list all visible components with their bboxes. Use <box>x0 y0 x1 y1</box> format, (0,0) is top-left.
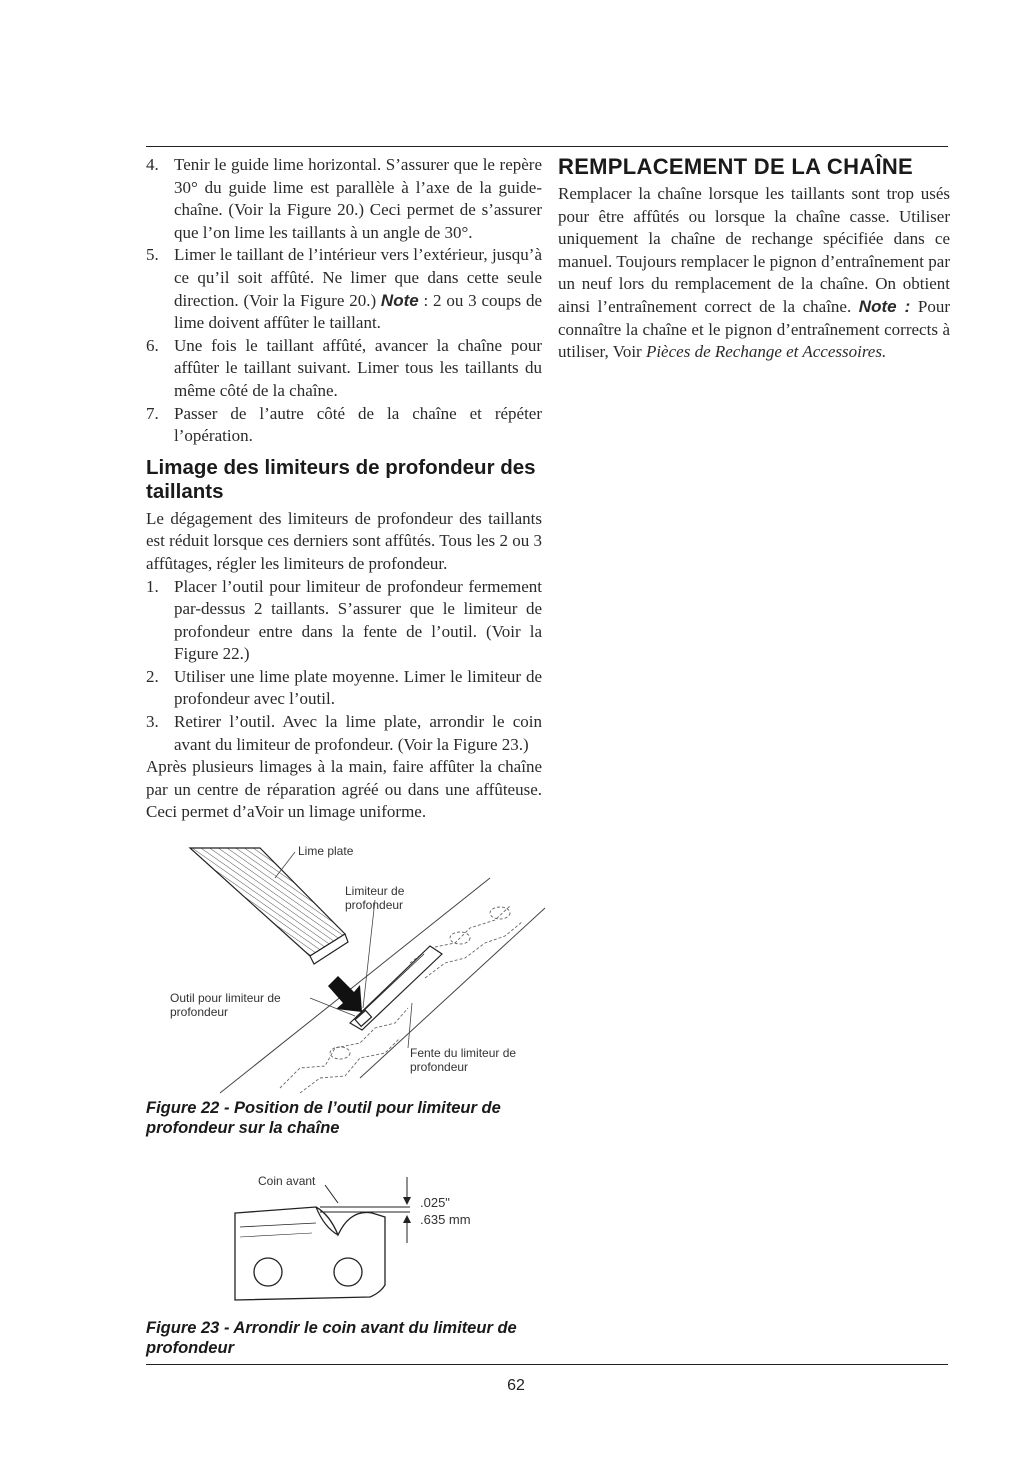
step-number: 1. <box>146 576 159 596</box>
note-text: : 2 ou 3 coups de lime doivent affûter le taillant. <box>174 290 542 333</box>
step-number: 5. <box>146 245 159 265</box>
flat-file <box>190 848 348 964</box>
depth-gauge-heading: Limage des limiteurs de profondeur des taillants <box>146 455 536 503</box>
step-number: 3. <box>146 712 159 732</box>
step-text: Une fois le taillant affûté, avancer la chaîne pour affûter le taillant suivant. Limer tous les taillants du même côté de la chaîne. <box>174 335 542 400</box>
figure-23-caption: Figure 23 - Arrondir le coin avant du limiteur de profondeur <box>146 1319 517 1357</box>
step-text: Tenir le guide lime horizontal. S’assurer que le repère 30° du guide lime est parallèle à l’axe de la guide-chaîne. (Voir la Figure 20.) Ceci permet de s’assurer que l’on lime les taillants à un angle de 30°. <box>174 155 542 242</box>
label-mm: .635 mm <box>420 1212 471 1227</box>
label-tool-box <box>170 991 310 1027</box>
step-3 <box>146 711 542 756</box>
left-column <box>146 154 542 824</box>
rivet-hole-left <box>254 1258 282 1286</box>
cutter-outline <box>235 1207 385 1300</box>
after-paragraph: Après plusieurs limages à la main, faire affûter la chaîne par un centre de réparation agréé ou dans une affûteuse. Ceci permet d’aVoir un limage uniforme. <box>146 757 542 822</box>
step-4 <box>146 154 542 244</box>
step-text: Passer de l’autre côté de la chaîne et répéter l’opération. <box>174 403 542 446</box>
step-text: Placer l’outil pour limiteur de profondeur fermement par-dessus 2 taillants. S’assurer que le limiteur de profondeur entre dans la fente de l’outil. (Voir la Figure 22.) <box>174 576 542 664</box>
chain-replacement-heading: REMPLACEMENT DE LA CHAÎNE <box>558 154 914 179</box>
step-number: 7. <box>146 403 159 423</box>
dimension-lines <box>320 1177 410 1243</box>
arrowhead-up-icon <box>403 1215 411 1223</box>
page-number: 62 <box>507 1377 525 1394</box>
step-7 <box>146 403 542 448</box>
label-slot-box <box>410 1046 530 1082</box>
label-tool: Outil pour limiteur de profondeur <box>170 991 281 1019</box>
figure-22-caption: Figure 22 - Position de l’outil pour limiteur de profondeur sur la chaîne <box>146 1099 501 1137</box>
arrowhead-down-icon <box>403 1197 411 1205</box>
depth-gauge-corner <box>316 1207 338 1235</box>
step-text: Utiliser une lime plate moyenne. Limer le limiteur de profondeur avec l’outil. <box>174 666 542 709</box>
step-text: Retirer l’outil. Avec la lime plate, arrondir le coin avant du limiteur de profondeur. (Voir la Figure 23.) <box>174 712 542 754</box>
body-text: Remplacer la chaîne lorsque les taillants sont trop usés pour être affûtés ou lorsque la chaîne casse. Utiliser uniquement la chaîne de rechange spécifiée dans ce manuel. Toujours remplacer le pignon d’entraînement par un neuf lors du remplacement de la chaîne. On obtient ainsi l’entraînement correct de la chaîne. <box>558 184 950 316</box>
label-slot: Fente du limiteur de profondeur <box>410 1046 517 1074</box>
label-inches: .025" <box>420 1195 450 1210</box>
note-label: Note : <box>858 296 911 316</box>
label-depth-gauge: Limiteur de profondeur <box>345 884 405 912</box>
step-1 <box>146 576 542 666</box>
label-front-corner: Coin avant <box>258 1174 316 1188</box>
figure-22-illustration <box>160 838 560 1100</box>
depth-gauge-intro: Le dégagement des limiteurs de profondeur des taillants est réduit lorsque ces derniers sont affûtés. Tous les 2 ou 3 affûtages, régler les limiteurs de profondeur. <box>146 508 542 573</box>
depth-gauge-steps <box>146 576 542 757</box>
figure-23-illustration <box>220 1165 520 1315</box>
top-rule <box>146 146 948 147</box>
note-label: Note <box>380 290 419 310</box>
label-flat-file: Lime plate <box>298 844 354 858</box>
sharpening-steps <box>146 154 542 448</box>
step-text: Limer le taillant de l’intérieur vers l’extérieur, jusqu’à ce qu’il soit affûté. Ne limer que dans cette seule direction. (Voir la Figure 20.) <box>174 245 542 310</box>
step-2 <box>146 666 542 711</box>
rivet-hole-right <box>334 1258 362 1286</box>
step-6 <box>146 335 542 403</box>
step-5 <box>146 244 542 334</box>
label-depth-gauge-box <box>345 884 435 920</box>
note-text: Pour connaître la chaîne et le pignon d’entraînement corrects à utiliser, Voir <box>558 296 950 362</box>
chain-replacement-body <box>558 183 950 364</box>
step-number: 6. <box>146 335 159 355</box>
step-number: 4. <box>146 155 159 174</box>
bottom-rule <box>146 1364 948 1365</box>
arrow-icon <box>328 976 362 1012</box>
parts-reference: Pièces de Rechange et Accessoires. <box>645 342 887 362</box>
right-column <box>558 154 950 364</box>
step-number: 2. <box>146 666 159 686</box>
depth-gauge-tool <box>350 946 442 1030</box>
